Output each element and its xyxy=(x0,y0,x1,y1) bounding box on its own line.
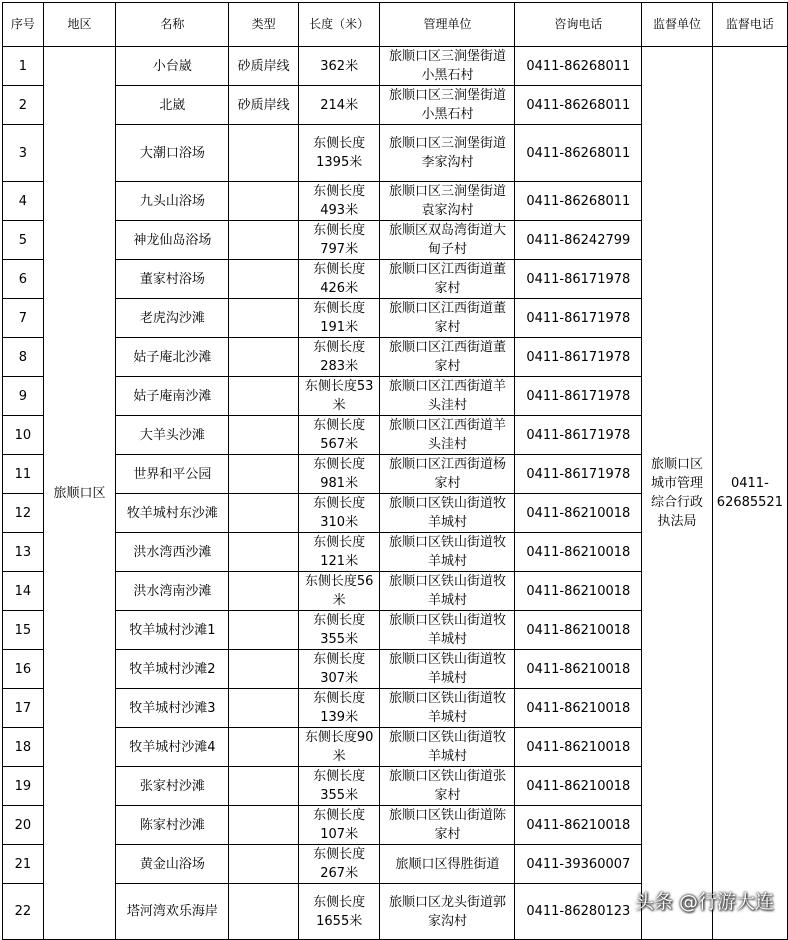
row-number-cell: 8 xyxy=(3,338,44,377)
management-unit-cell: 旅顺口区江西街道羊头洼村 xyxy=(380,416,515,455)
row-number-cell: 14 xyxy=(3,572,44,611)
row-number-cell: 16 xyxy=(3,650,44,689)
name-cell: 董家村浴场 xyxy=(116,260,229,299)
name-cell: 洪水湾南沙滩 xyxy=(116,572,229,611)
name-cell: 大潮口浴场 xyxy=(116,125,229,182)
row-number-cell: 17 xyxy=(3,689,44,728)
type-cell xyxy=(229,845,298,884)
type-cell xyxy=(229,221,298,260)
name-cell: 牧羊城村沙滩1 xyxy=(116,611,229,650)
header-cell-type: 类型 xyxy=(229,3,298,47)
name-cell: 姑子庵南沙滩 xyxy=(116,377,229,416)
management-unit-cell: 旅顺口区江西街道董家村 xyxy=(380,338,515,377)
length-cell: 东侧长度355米 xyxy=(298,611,380,650)
type-cell: 砂质岸线 xyxy=(229,86,298,125)
watermark-text: 头条 @行游大连 xyxy=(634,891,774,913)
type-cell xyxy=(229,260,298,299)
row-number-cell: 2 xyxy=(3,86,44,125)
phone-cell: 0411-86210018 xyxy=(515,806,642,845)
phone-cell: 0411-86268011 xyxy=(515,125,642,182)
management-unit-cell: 旅顺口区铁山街道牧羊城村 xyxy=(380,572,515,611)
type-cell xyxy=(229,884,298,940)
phone-cell: 0411-86268011 xyxy=(515,182,642,221)
type-cell xyxy=(229,338,298,377)
name-cell: 洪水湾西沙滩 xyxy=(116,533,229,572)
name-cell: 牧羊城村沙滩3 xyxy=(116,689,229,728)
row-number-cell: 7 xyxy=(3,299,44,338)
type-cell xyxy=(229,455,298,494)
name-cell: 牧羊城村沙滩2 xyxy=(116,650,229,689)
name-cell: 牧羊城村东沙滩 xyxy=(116,494,229,533)
phone-cell: 0411-86210018 xyxy=(515,572,642,611)
phone-cell: 0411-86268011 xyxy=(515,86,642,125)
phone-cell: 0411-86171978 xyxy=(515,455,642,494)
length-cell: 东侧长度426米 xyxy=(298,260,380,299)
row-number-cell: 18 xyxy=(3,728,44,767)
name-cell: 张家村沙滩 xyxy=(116,767,229,806)
management-unit-cell: 旅顺口区铁山街道牧羊城村 xyxy=(380,728,515,767)
name-cell: 塔河湾欢乐海岸 xyxy=(116,884,229,940)
management-unit-cell: 旅顺口区铁山街道牧羊城村 xyxy=(380,533,515,572)
name-cell: 九头山浴场 xyxy=(116,182,229,221)
name-cell: 黄金山浴场 xyxy=(116,845,229,884)
phone-cell: 0411-86210018 xyxy=(515,494,642,533)
length-cell: 东侧长度191米 xyxy=(298,299,380,338)
type-cell xyxy=(229,806,298,845)
length-cell: 东侧长度53米 xyxy=(298,377,380,416)
name-cell: 小台崴 xyxy=(116,47,229,86)
management-unit-cell: 旅顺口区铁山街道牧羊城村 xyxy=(380,650,515,689)
length-cell: 东侧长度307米 xyxy=(298,650,380,689)
length-cell: 东侧长度493米 xyxy=(298,182,380,221)
type-cell xyxy=(229,377,298,416)
length-cell: 东侧长度567米 xyxy=(298,416,380,455)
region-cell: 旅顺口区 xyxy=(43,47,116,940)
management-unit-cell: 旅顺口区铁山街道牧羊城村 xyxy=(380,611,515,650)
header-cell-unit: 管理单位 xyxy=(380,3,515,47)
length-cell: 东侧长度56米 xyxy=(298,572,380,611)
name-cell: 大羊头沙滩 xyxy=(116,416,229,455)
row-number-cell: 3 xyxy=(3,125,44,182)
type-cell xyxy=(229,767,298,806)
length-cell: 东侧长度1655米 xyxy=(298,884,380,940)
type-cell xyxy=(229,572,298,611)
type-cell xyxy=(229,728,298,767)
row-number-cell: 4 xyxy=(3,182,44,221)
phone-cell: 0411-86171978 xyxy=(515,338,642,377)
phone-cell: 0411-86210018 xyxy=(515,533,642,572)
row-number-cell: 19 xyxy=(3,767,44,806)
type-cell xyxy=(229,416,298,455)
management-unit-cell: 旅顺口区江西街道董家村 xyxy=(380,299,515,338)
type-cell xyxy=(229,650,298,689)
row-number-cell: 15 xyxy=(3,611,44,650)
management-unit-cell: 旅顺口区三涧堡街道小黑石村 xyxy=(380,47,515,86)
table-row xyxy=(3,47,788,86)
length-cell: 东侧长度121米 xyxy=(298,533,380,572)
management-unit-cell: 旅顺口区铁山街道牧羊城村 xyxy=(380,689,515,728)
management-unit-cell: 旅顺区双岛湾街道大甸子村 xyxy=(380,221,515,260)
header-cell-phone: 咨询电话 xyxy=(515,3,642,47)
row-number-cell: 22 xyxy=(3,884,44,940)
phone-cell: 0411-86210018 xyxy=(515,689,642,728)
header-cell-no: 序号 xyxy=(3,3,44,47)
length-cell: 东侧长度107米 xyxy=(298,806,380,845)
name-cell: 老虎沟沙滩 xyxy=(116,299,229,338)
phone-cell: 0411-86210018 xyxy=(515,728,642,767)
row-number-cell: 1 xyxy=(3,47,44,86)
row-number-cell: 20 xyxy=(3,806,44,845)
length-cell: 362米 xyxy=(298,47,380,86)
phone-cell: 0411-86171978 xyxy=(515,416,642,455)
length-cell: 东侧长度283米 xyxy=(298,338,380,377)
phone-cell: 0411-86210018 xyxy=(515,611,642,650)
management-unit-cell: 旅顺口区龙头街道郭家沟村 xyxy=(380,884,515,940)
type-cell xyxy=(229,299,298,338)
management-unit-cell: 旅顺口区铁山街道张家村 xyxy=(380,767,515,806)
phone-cell: 0411-86210018 xyxy=(515,650,642,689)
length-cell: 东侧长度90米 xyxy=(298,728,380,767)
phone-cell: 0411-86171978 xyxy=(515,260,642,299)
header-row xyxy=(3,3,788,47)
header-cell-name: 名称 xyxy=(116,3,229,47)
length-cell: 东侧长度139米 xyxy=(298,689,380,728)
management-unit-cell: 旅顺口区三涧堡街道小黑石村 xyxy=(380,86,515,125)
length-cell: 214米 xyxy=(298,86,380,125)
name-cell: 北崴 xyxy=(116,86,229,125)
name-cell: 姑子庵北沙滩 xyxy=(116,338,229,377)
type-cell xyxy=(229,125,298,182)
type-cell: 砂质岸线 xyxy=(229,47,298,86)
supervisor-phone-cell: 0411-62685521 xyxy=(712,47,787,940)
header-cell-supervisor-phone: 监督电话 xyxy=(712,3,787,47)
management-unit-cell: 旅顺口区江西街道羊头洼村 xyxy=(380,377,515,416)
phone-cell: 0411-86280123 xyxy=(515,884,642,940)
phone-cell: 0411-86268011 xyxy=(515,47,642,86)
phone-cell: 0411-86210018 xyxy=(515,767,642,806)
length-cell: 东侧长度310米 xyxy=(298,494,380,533)
type-cell xyxy=(229,494,298,533)
row-number-cell: 13 xyxy=(3,533,44,572)
name-cell: 神龙仙岛浴场 xyxy=(116,221,229,260)
phone-cell: 0411-86171978 xyxy=(515,299,642,338)
type-cell xyxy=(229,611,298,650)
row-number-cell: 12 xyxy=(3,494,44,533)
management-unit-cell: 旅顺口区三涧堡街道李家沟村 xyxy=(380,125,515,182)
management-unit-cell: 旅顺口区江西街道杨家村 xyxy=(380,455,515,494)
management-unit-cell: 旅顺口区铁山街道牧羊城村 xyxy=(380,494,515,533)
name-cell: 世界和平公园 xyxy=(116,455,229,494)
row-number-cell: 10 xyxy=(3,416,44,455)
row-number-cell: 9 xyxy=(3,377,44,416)
length-cell: 东侧长度981米 xyxy=(298,455,380,494)
name-cell: 陈家村沙滩 xyxy=(116,806,229,845)
header-cell-supervisor-unit: 监督单位 xyxy=(642,3,713,47)
header-cell-length: 长度（米） xyxy=(298,3,380,47)
beach-info-table xyxy=(2,2,788,940)
type-cell xyxy=(229,182,298,221)
header-cell-region: 地区 xyxy=(43,3,116,47)
type-cell xyxy=(229,689,298,728)
length-cell: 东侧长度1395米 xyxy=(298,125,380,182)
row-number-cell: 21 xyxy=(3,845,44,884)
name-cell: 牧羊城村沙滩4 xyxy=(116,728,229,767)
length-cell: 东侧长度797米 xyxy=(298,221,380,260)
management-unit-cell: 旅顺口区铁山街道陈家村 xyxy=(380,806,515,845)
length-cell: 东侧长度267米 xyxy=(298,845,380,884)
phone-cell: 0411-86242799 xyxy=(515,221,642,260)
phone-cell: 0411-86171978 xyxy=(515,377,642,416)
supervisor-unit-cell: 旅顺口区城市管理综合行政执法局 xyxy=(642,47,713,940)
row-number-cell: 11 xyxy=(3,455,44,494)
management-unit-cell: 旅顺口区三涧堡街道袁家沟村 xyxy=(380,182,515,221)
row-number-cell: 5 xyxy=(3,221,44,260)
management-unit-cell: 旅顺口区江西街道董家村 xyxy=(380,260,515,299)
row-number-cell: 6 xyxy=(3,260,44,299)
type-cell xyxy=(229,533,298,572)
phone-cell: 0411-39360007 xyxy=(515,845,642,884)
table-body xyxy=(3,47,788,940)
management-unit-cell: 旅顺口区得胜街道 xyxy=(380,845,515,884)
length-cell: 东侧长度355米 xyxy=(298,767,380,806)
